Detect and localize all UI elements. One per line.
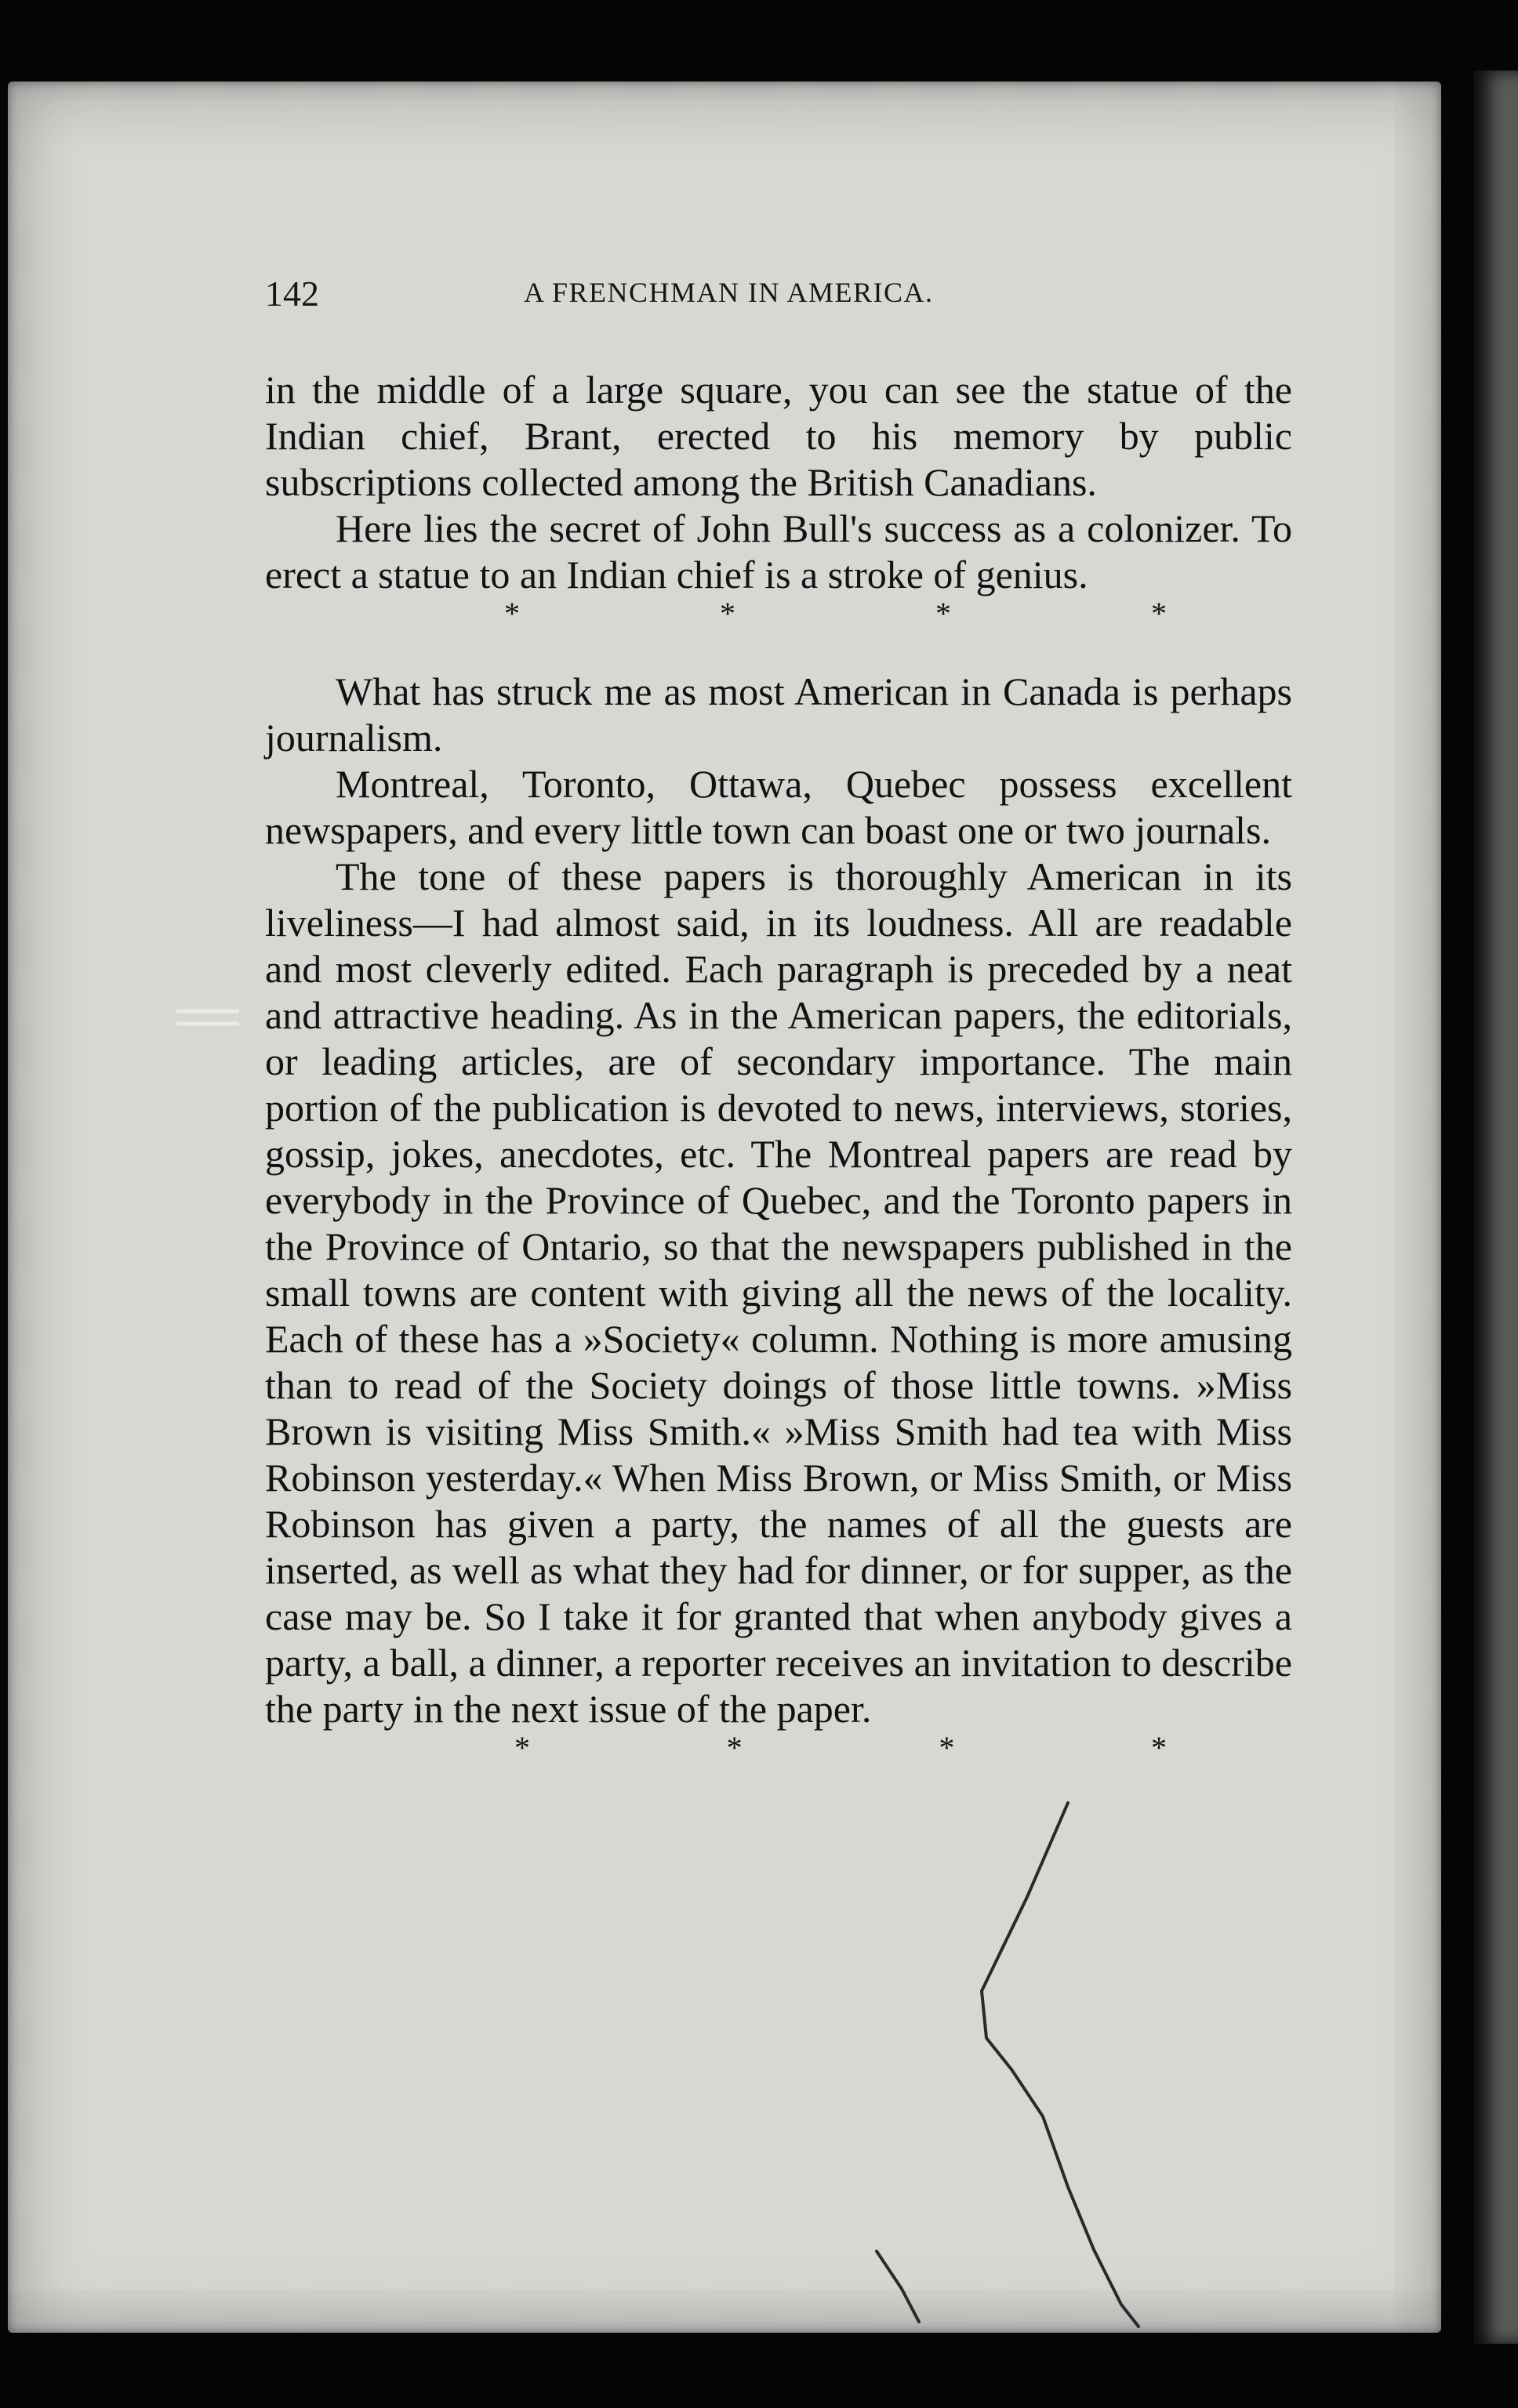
page-number: 142 [265,274,319,314]
paragraph-tone: The tone of these papers is thoroughly American in its liveliness—I had almost said, in its loudness. All are readable and most cleverly edited. Each paragraph is preceded by a neat and attractive heading. As in the American papers, the editorials, or leading articles, are of secondary importance. The main portion of the publication is devoted to news, interviews, stories, gossip, jokes, anecdotes, etc. The Montreal papers are read by everybody in the Province of Quebec, and the Toronto papers in the Province of Ontario, so that the newspapers published in the small towns are content with giving all the news of the locality. Each of these has a »Society« column. Nothing is more amusing than to read of the Society doings of those little towns. »Miss Brown is visiting Miss Smith.« »Miss Smith had tea with Miss Robinson yesterday.« When Miss Brown, or Miss Smith, or Miss Robinson has given a party, the names of all the guests are inserted, as well as what they had for dinner, or for supper, as the case may be. So I take it for granted that when anybody gives a party, a ball, a dinner, a reporter receives an invitation to describe the party in the next issue of the paper. [265,854,1292,1731]
section-break-star: * [726,1730,743,1765]
paragraph-brant-statue: in the middle of a large square, you can see the statue of the Indian chief, Brant, erected to his memory by public subscriptions collected among the British Canadians. [265,368,1292,504]
paragraph-colonizer: Here lies the secret of John Bull's success as a colonizer. To erect a statue to an Indian chief is a stroke of genius. [265,506,1292,597]
section-break-star: * [935,596,951,631]
section-break-star: * [504,596,520,631]
section-break-star: * [939,1730,955,1765]
paragraph-newspapers: Montreal, Toronto, Ottawa, Quebec possess excellent newspapers, and every little town can boast one or two journals. [265,762,1292,852]
paragraph-journalism: What has struck me as most American in Canada is perhaps journalism. [265,669,1292,760]
section-break-star: * [514,1730,530,1765]
running-head: A FRENCHMAN IN AMERICA. [524,277,934,308]
section-break-star: * [1150,1730,1167,1765]
section-break-star: * [720,596,735,631]
section-break-star: * [1151,596,1167,631]
